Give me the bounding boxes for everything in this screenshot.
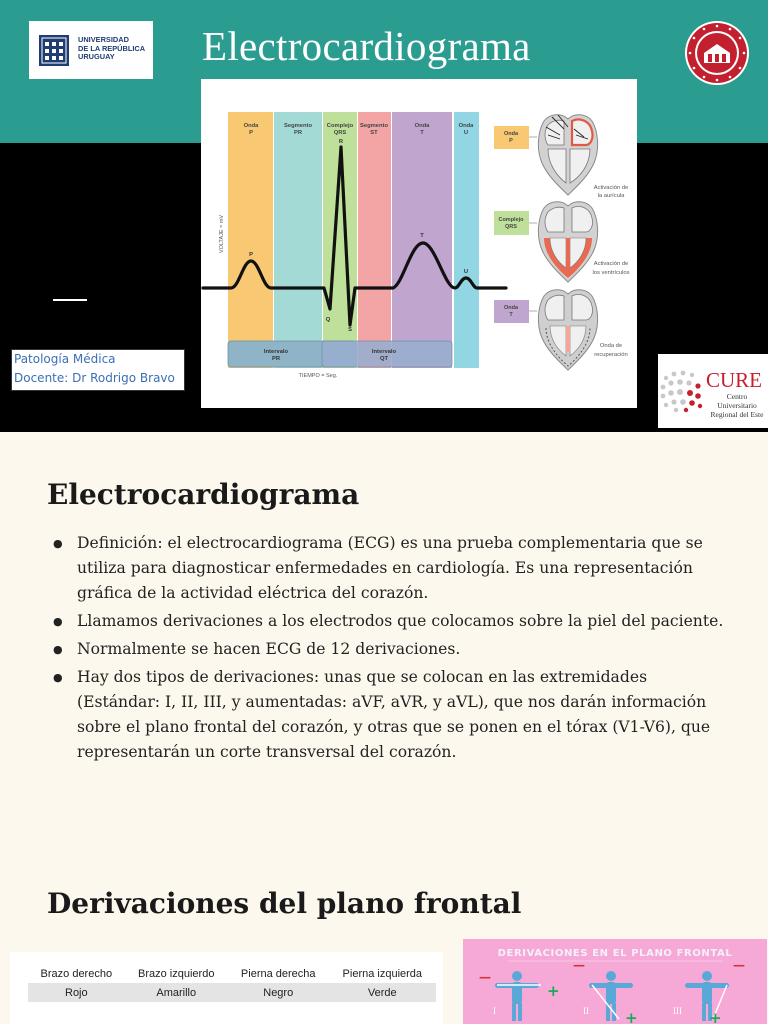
peak-label-q: Q (325, 317, 331, 323)
frontal-leads-svg (463, 939, 767, 1024)
peak-label-p: P (249, 252, 253, 258)
peak-label-t: T (420, 233, 424, 239)
peak-label-u: U (463, 269, 469, 275)
band-label: Onda (243, 123, 259, 129)
cure-subtitle (707, 392, 767, 419)
band-onda-u (454, 112, 479, 368)
table-cell: Negro (228, 983, 329, 1002)
electrode-table (28, 964, 436, 1002)
band-label: Segmento (283, 123, 313, 129)
ecg-bullet-list (50, 531, 730, 768)
section-heading-frontal-plane: Derivaciones del plano frontal (47, 887, 522, 920)
udelar-emblem-icon (38, 34, 70, 67)
ecg-bands (228, 112, 479, 368)
band-label: PR (293, 130, 303, 136)
interval-label: QT (379, 356, 389, 362)
course-info (11, 349, 185, 391)
lead-label: III (673, 1006, 682, 1016)
table-header-cell: Brazo derecho (40, 967, 113, 980)
cure-wordmark: CURE (706, 368, 763, 392)
heart-tag-qrs (494, 211, 529, 235)
ecg-diagram (201, 79, 637, 408)
udelar-line: UNIVERSIDAD (78, 35, 129, 44)
list-item: ● Llamamos derivaciones a los electrodos que colocamos sobre la piel del paciente. (50, 609, 730, 634)
heart-tag-label: Onda (503, 131, 519, 137)
band-onda-p (228, 112, 273, 368)
minus-sign-icon: — (733, 958, 745, 972)
title-divider (53, 299, 87, 301)
teacher-name: Docente: Dr Rodrigo Bravo (14, 371, 175, 385)
cure-sub-line: Centro Universitario (717, 392, 757, 410)
list-item: ● Normalmente se hacen ECG de 12 derivaciones. (50, 637, 730, 662)
band-label: Onda (458, 123, 474, 129)
course-name: Patología Médica (14, 352, 116, 366)
band-segmento-st (358, 112, 391, 368)
heart-caption: los ventrículos (592, 270, 630, 276)
table-cell: Rojo (28, 983, 125, 1002)
heart-ventricles-icon (538, 202, 597, 282)
heart-atria-icon (538, 115, 597, 195)
lead-iii-figure-icon (685, 971, 729, 1021)
list-item: ● Hay dos tipos de derivaciones: unas que se colocan en las extremidades (Estándar: I, II, III, y aumentadas: aVF, aVR, y aVL), que nos darán información sobre el plano frontal del corazón, y otras que se ponen en el tórax (V1-V6), que representarán un corte transversal del corazón. (50, 665, 730, 765)
band-label: U (463, 130, 469, 136)
lead-label: II (583, 1006, 589, 1016)
plus-sign-icon: + (709, 1009, 722, 1024)
heart-caption: Onda de (599, 343, 623, 349)
ecg-diagram-svg (201, 79, 637, 408)
table-header-row (28, 964, 436, 983)
band-label: P (249, 130, 253, 136)
title-slide (0, 0, 768, 432)
table-cell: Amarillo (125, 983, 228, 1002)
section-heading-ecg: Electrocardiograma (47, 478, 360, 511)
band-label: Segmento (359, 123, 389, 129)
table-cell: Verde (329, 983, 436, 1002)
udelar-logo (29, 21, 153, 79)
heart-caption: recuperación (594, 352, 628, 358)
interval-label: Intervalo (371, 349, 397, 355)
band-label: T (420, 130, 424, 136)
band-label: ST (370, 130, 378, 136)
table-header-cell: Pierna derecha (240, 967, 316, 980)
heart-tag-label: T (509, 312, 513, 318)
table-row (28, 983, 436, 1002)
heart-recovery-icon (538, 290, 597, 370)
heart-tag-label: Complejo (498, 217, 524, 223)
band-onda-t (392, 112, 452, 368)
lead-i-figure-icon (495, 971, 541, 1021)
peak-label-s: S (348, 327, 352, 333)
table-header-cell: Pierna izquierda (342, 967, 423, 980)
band-label: QRS (333, 130, 347, 136)
interval-label: Intervalo (263, 349, 289, 355)
minus-sign-icon: — (573, 958, 585, 972)
udelar-line: DE LA REPÚBLICA (78, 43, 146, 53)
table-header-cell: Brazo izquierdo (138, 967, 215, 980)
cure-dots-icon (658, 368, 704, 414)
minus-sign-icon: — (479, 970, 491, 984)
band-segmento-pr (271, 112, 322, 368)
electrode-color-table (10, 952, 443, 1024)
heart-tag-label: Onda (503, 305, 519, 311)
band-label: Complejo (326, 123, 354, 129)
heart-tag-label: QRS (505, 224, 517, 230)
udelar-name (78, 36, 145, 62)
slide-title: Electrocardiograma (202, 23, 531, 69)
cure-logo (658, 354, 768, 428)
heart-tag-label: P (509, 138, 513, 144)
frontal-leads-illustration (463, 939, 767, 1024)
faculty-seal-icon (684, 20, 750, 86)
plus-sign-icon: + (625, 1009, 638, 1024)
plus-sign-icon: + (547, 982, 560, 1000)
y-axis-label: VOLTAJE = mV (219, 214, 225, 254)
list-item: ● Definición: el electrocardiograma (ECG) es una prueba complementaria que se utiliza para diagnosticar enfermedades en cardiología. Es una representación gráfica de la actividad eléctrica del corazón. (50, 531, 730, 606)
illustration-title: DERIVACIONES EN EL PLANO FRONTAL (497, 948, 733, 959)
band-label: Onda (414, 123, 430, 129)
interval-label: PR (271, 356, 281, 362)
heart-caption: la aurícula (597, 193, 625, 199)
cure-sub-line: Regional del Este (710, 410, 764, 419)
lead-label: I (493, 1006, 496, 1016)
x-axis-label: TIEMPO = Seg. (298, 373, 338, 379)
udelar-line: URUGUAY (78, 52, 115, 62)
heart-caption: Activación de (593, 185, 629, 191)
heart-caption: Activación de (593, 261, 629, 267)
peak-label-r: R (338, 139, 344, 145)
